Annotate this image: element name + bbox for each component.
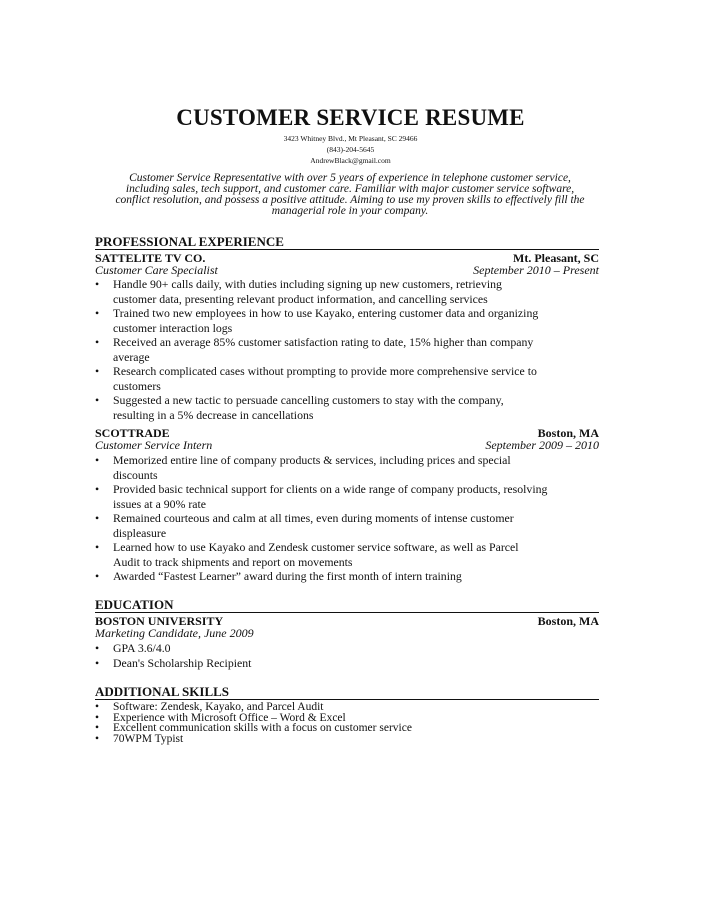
job-role: Customer Service Intern <box>95 438 213 452</box>
bullet-icon: • <box>95 393 100 407</box>
job-bullets <box>95 277 599 422</box>
list-item: • Learned how to use Kayako and Zendesk customer service software, as well as Parcel Audit to track shipments and report on movements <box>95 540 519 569</box>
list-item: • Suggested a new tactic to persuade cancelling customers to stay with the company, resulting in a 5% decrease in cancellations <box>95 393 504 422</box>
list-item: • Trained two new employees in how to use Kayako, entering customer data and organizing customer interaction logs <box>95 306 539 335</box>
bullet-icon: • <box>95 732 100 745</box>
bullet-icon: • <box>95 306 100 320</box>
job-role: Customer Care Specialist <box>95 263 218 277</box>
school-name: BOSTON UNIVERSITY <box>95 614 224 628</box>
bullet-icon: • <box>95 335 100 349</box>
job-dates: September 2009 – 2010 <box>485 438 599 452</box>
job-location: Boston, MA <box>537 426 599 440</box>
list-item: • Handle 90+ calls daily, with duties including signing up new customers, retrieving customer data, presenting relevant product information, and cancelling services <box>95 277 502 306</box>
contact-phone: (843)-204-5645 <box>326 145 375 154</box>
list-item: • Dean's Scholarship Recipient <box>95 655 252 670</box>
job-subheader <box>95 264 599 277</box>
resume-title: CUSTOMER SERVICE RESUME <box>176 105 525 130</box>
summary-line: including sales, tech support, and customer care. Familiar with major customer service software, <box>125 183 575 195</box>
section-heading-education: EDUCATION <box>95 598 599 613</box>
bullet-icon: • <box>95 655 100 670</box>
section-heading-experience: PROFESSIONAL EXPERIENCE <box>95 235 599 250</box>
bullet-icon: • <box>95 569 100 583</box>
bullet-icon: • <box>95 540 100 554</box>
bullet-icon: • <box>95 701 100 713</box>
job-subheader <box>95 439 599 452</box>
bullet-icon: • <box>95 711 100 724</box>
job-bullets <box>95 453 599 584</box>
list-item: • Software: Zendesk, Kayako, and Parcel Audit <box>95 701 324 713</box>
bullet-icon: • <box>95 482 100 496</box>
company-name: SCOTTRADE <box>95 426 170 440</box>
job-location: Mt. Pleasant, SC <box>513 251 599 265</box>
company-name: SATTELITE TV CO. <box>95 251 206 265</box>
skills-bullets <box>95 702 599 744</box>
list-item: • Memorized entire line of company products & services, including prices and special discounts <box>95 453 511 482</box>
list-item: • Received an average 85% customer satisfaction rating to date, 15% higher than company average <box>95 335 534 364</box>
job-dates: September 2010 – Present <box>473 263 599 277</box>
bullet-icon: • <box>95 722 100 734</box>
bullet-icon: • <box>95 641 100 655</box>
contact-email: AndrewBlack@gmail.com <box>310 156 391 165</box>
list-item: • Remained courteous and calm at all times, even during moments of intense customer displeasure <box>95 511 514 540</box>
section-heading-skills: ADDITIONAL SKILLS <box>95 685 599 700</box>
list-item: • Excellent communication skills with a focus on customer service <box>95 722 412 734</box>
education-subheader <box>95 627 599 640</box>
bullet-icon: • <box>95 511 100 525</box>
bullet-icon: • <box>95 277 100 291</box>
summary-paragraph <box>95 173 605 217</box>
list-item: • Provided basic technical support for clients on a wide range of company products, resolving issues at a 90% rate <box>95 482 548 511</box>
list-item: • Experience with Microsoft Office – Word & Excel <box>95 711 346 724</box>
list-item: • Research complicated cases without prompting to provide more comprehensive service to customers <box>95 364 537 393</box>
list-item: • 70WPM Typist <box>95 732 184 745</box>
bullet-icon: • <box>95 453 100 467</box>
summary-line: managerial role in your company. <box>271 205 429 217</box>
summary-line: Customer Service Representative with over 5 years of experience in telephone customer service, <box>129 172 571 184</box>
bullet-icon: • <box>95 364 100 378</box>
list-item: • GPA 3.6/4.0 <box>95 641 171 655</box>
contact-address: 3423 Whitney Blvd., Mt Pleasant, SC 29466 <box>283 134 418 143</box>
summary-line: conflict resolution, and possess a positive attitude. Aiming to use my proven skills to effectively fill the <box>115 194 585 206</box>
degree: Marketing Candidate, June 2009 <box>95 626 254 640</box>
school-location: Boston, MA <box>537 614 599 628</box>
list-item: • Awarded “Fastest Learner” award during the first month of intern training <box>95 569 462 583</box>
education-bullets <box>95 641 599 670</box>
